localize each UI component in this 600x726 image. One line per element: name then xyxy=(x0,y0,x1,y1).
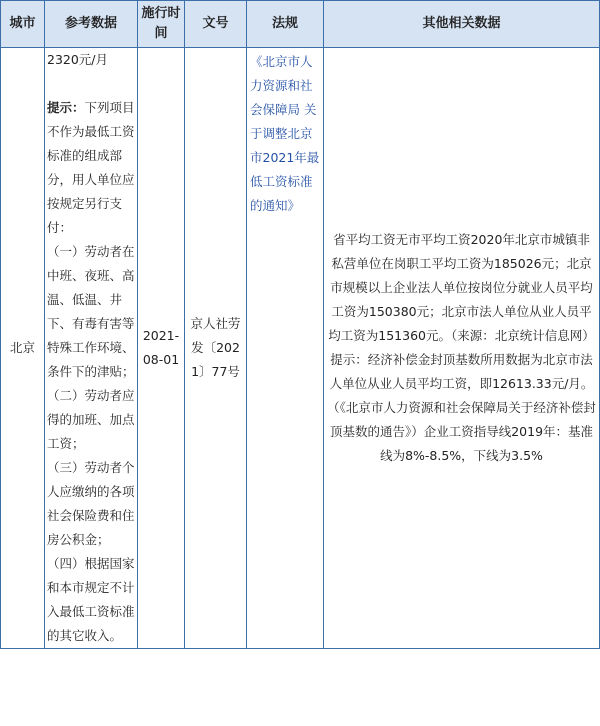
reference-item-4: （四）根据国家和本市规定不计入最低工资标准的其它收入。 xyxy=(47,556,135,643)
cell-effective-date: 2021-08-01 xyxy=(138,48,185,649)
tip-label: 提示： xyxy=(47,100,85,115)
reference-item-2: （二）劳动者应得的加班、加点工资； xyxy=(47,388,135,451)
header-other: 其他相关数据 xyxy=(324,1,600,48)
table-row xyxy=(1,48,600,649)
cell-city: 北京 xyxy=(1,48,45,649)
header-row xyxy=(1,1,600,48)
cell-doc-no: 京人社劳发〔2021〕77号 xyxy=(185,48,247,649)
reference-spacer xyxy=(47,72,135,96)
reference-wage: 2320元/月 xyxy=(47,52,109,67)
tip-text: 下列项目不作为最低工资标准的组成部分，用人单位应按规定另行支付： xyxy=(47,100,135,235)
cell-other-data: 省平均工资无市平均工资2020年北京市城镇非私营单位在岗职工平均工资为185026元；北京市规模以上企业法人单位按岗位分就业人员平均工资为150380元；北京市法人单位从业人员平均工资为151360元。（来源：北京统计信息网）提示：经济补偿金封顶基数所用数据为北京市法人单位从业人员平均工资，即12613.33元/月。（《北京市人力资源和社会保障局关于经济补偿封顶基数的通告》）企业工资指导线2019年：基准线为8%-8.5%，下线为3.5% xyxy=(324,48,600,649)
header-doc-no: 文号 xyxy=(185,1,247,48)
reference-item-1: （一）劳动者在中班、夜班、高温、低温、井下、有毒有害等特殊工作环境、条件下的津贴； xyxy=(47,244,135,379)
reference-item-3: （三）劳动者个人应缴纳的各项社会保险费和住房公积金； xyxy=(47,460,135,547)
header-effective-date: 施行时间 xyxy=(138,1,185,48)
header-city: 城市 xyxy=(1,1,45,48)
regulation-link[interactable]: 《北京市人力资源和社会保障局 关于调整北京市2021年最低工资标准的通知》 xyxy=(247,48,324,649)
header-regulation: 法规 xyxy=(247,1,324,48)
reference-tip xyxy=(47,96,135,240)
header-reference: 参考数据 xyxy=(45,1,138,48)
cell-reference xyxy=(45,48,138,649)
